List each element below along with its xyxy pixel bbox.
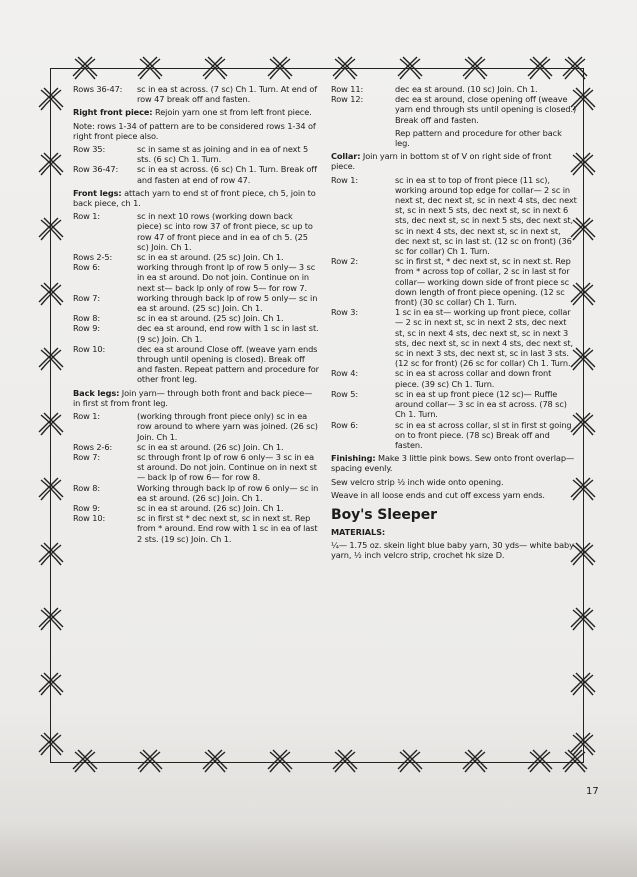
instruction-row [331,307,577,368]
row-label: Row 9: [73,502,100,513]
page-number: 17 [586,786,599,797]
section-label: Finishing: [331,453,376,464]
crossed-x-ornament-icon [36,730,66,760]
right-column [331,84,577,564]
crossed-x-ornament-icon [525,747,555,777]
left-column [73,84,319,544]
instruction-row [73,211,319,252]
instruction-row [73,144,319,164]
row-text: sc in next 10 rows (working down back piece) sc into row 37 of front piece, sc up to row 47 of front piece and in ea of ch 5. (25 sc) Join. Ch 1. [137,211,313,252]
instruction-row [73,513,319,544]
crossed-x-ornament-icon [36,540,66,570]
crossed-x-ornament-icon [568,605,598,635]
row-text: sc in first st, * dec next st, sc in next st. Rep from * across top of collar, 2 sc in last st for collar— working down side of front piece sc down length of front piece opening. (12 sc front) (30 sc collar) Ch 1. Turn. [395,256,571,308]
paragraph [331,453,577,473]
paragraph-text: Sew velcro strip ½ inch wide onto opening. [331,476,504,487]
paragraph-text: Join yarn— through both front and back piece— in first st from front leg. [73,387,313,408]
row-label: Row 8: [73,482,100,493]
row-text: sc through front lp of row 6 only— 3 sc in ea st around. Do not join. Continue on in next st— back lp of row 6— for row 8. [137,451,317,483]
row-text: sc in ea st up front piece (12 sc)— Ruffle around collar— 3 sc in ea st across. (78 sc) Ch 1. Turn. [395,388,567,420]
instruction-row [73,84,319,104]
crossed-x-ornament-icon [36,410,66,440]
paragraph-text: Weave in all loose ends and cut off excess yarn ends. [331,489,545,500]
instruction-row [331,84,577,94]
crossed-x-ornament-icon [36,345,66,375]
paragraph-text: ¼— 1.75 oz. skein light blue baby yarn, 30 yds— white baby yarn, ½ inch velcro strip, crochet hk size D. [331,540,574,561]
crossed-x-ornament-icon [330,54,360,84]
crossed-x-ornament-icon [568,670,598,700]
instruction-row [331,420,577,451]
row-text: sc in ea st across. (6 sc) Ch 1. Turn. Break off and fasten at end of row 47. [137,164,317,185]
instruction-row [331,256,577,307]
row-label: Row 8: [73,313,100,324]
row-label: Row 2: [331,256,358,267]
paragraph [73,388,319,408]
row-text: sc in first st * dec next st, sc in next st. Rep from * around. End row with 1 sc in ea of last 2 sts. (19 sc) Join. Ch 1. [137,513,318,544]
crossed-x-ornament-icon [560,54,590,84]
paragraph-text: Join yarn in bottom st of V on right side of front piece. [331,151,552,172]
row-text: sc in ea st across collar and down front piece. (39 sc) Ch 1. Turn. [395,368,552,389]
paragraph [73,188,319,208]
row-label: Row 1: [73,211,100,222]
row-label: Row 6: [73,262,100,273]
row-label: Row 7: [73,292,100,303]
paragraph-text: attach yarn to end st of front piece, ch 5, join to back piece, ch 1. [73,187,316,209]
crossed-x-ornament-icon [330,747,360,777]
row-text: dec ea st around, close opening off (weave yarn end through sts until opening is closed.) Break off and fasten. [395,94,577,125]
row-text: sc in ea st around. (25 sc) Join. Ch 1. [137,313,284,324]
row-label: Row 1: [331,174,358,185]
crossed-x-ornament-icon [135,54,165,84]
paragraph [331,490,577,500]
row-text: sc in ea st to top of front piece (11 sc), working around top edge for collar— 2 sc in next st, dec next st, sc in next 4 sts, dec next st, sc in next 5 sts, dec next st, sc in next 6 sts, dec next st, sc in next 5 sts, dec next st, sc in next 4 sts, dec next st, sc in next st, dec next st, sc in last st. (12 sc on front) (36 sc for collar) Ch 1. Turn. [395,174,577,257]
instruction-row [331,175,577,257]
section-heading: Boy's Sleeper [331,506,437,523]
paragraph [73,121,319,141]
row-text: Working through back lp of row 6 only— sc in ea st around. (26 sc) Join. Ch 1. [137,482,319,503]
row-label: Row 35: [73,144,106,155]
crossed-x-ornament-icon [395,747,425,777]
instruction-row [73,252,319,262]
row-text: sc in ea st across. (7 sc) Ch 1. Turn. At end of row 47 break off and fasten. [137,84,318,105]
row-text: working through back lp of row 5 only— sc in ea st around. (25 sc) Join. Ch 1. [137,292,318,314]
row-text: 1 sc in ea st— working up front piece, collar— 2 sc in next st, sc in next 2 sts, dec next st, sc in next 4 sts, dec next st, sc in next 3 sts, dec next st, sc in next 4 sts, dec next st, sc in next 3 sts, dec next st, sc in last 3 sts. (12 sc for front) (26 sc for collar) Ch 1. Turn. [395,307,573,369]
crossed-x-ornament-icon [36,280,66,310]
crossed-x-ornament-icon [395,54,425,84]
crossed-x-ornament-icon [460,747,490,777]
crossed-x-ornament-icon [525,54,555,84]
row-label: Row 11: [331,84,364,94]
row-label: Row 10: [73,513,106,524]
crossed-x-ornament-icon [36,605,66,635]
row-text: sc in ea st around. (26 sc) Join. Ch 1. [137,441,284,452]
instruction-row [73,452,319,483]
crossed-x-ornament-icon [70,54,100,84]
row-label: Row 6: [331,419,358,430]
instruction-row [331,94,577,125]
row-label: Row 12: [331,94,364,105]
paragraph [331,477,577,487]
instruction-row [73,344,319,385]
instruction-row [73,503,319,513]
instruction-row [73,411,319,442]
row-label: Row 10: [73,343,106,354]
instruction-row [331,368,577,388]
paragraph [331,540,577,560]
row-text: sc in same st as joining and in ea of next 5 sts. (6 sc) Ch 1. Turn. [137,144,309,165]
row-label: Rows 2-6: [73,441,113,452]
paragraph [73,107,319,117]
scan-shadow [0,825,637,877]
crossed-x-ornament-icon [36,475,66,505]
row-text: dec ea st around. (10 sc) Join. Ch 1. [395,84,538,94]
row-text: dec ea st around Close off. (weave yarn ends through until opening is closed). Break off and fasten. Repeat pattern and procedure for other front leg. [137,343,319,385]
paragraph-text: Rejoin yarn one st from left front piece. [152,107,312,118]
row-label: Rows 36-47: [73,84,123,94]
section-label: Back legs: [73,387,120,398]
crossed-x-ornament-icon [36,670,66,700]
row-label: Row 5: [331,388,358,399]
instruction-row [73,442,319,452]
crossed-x-ornament-icon [36,215,66,245]
indented-note: Rep pattern and procedure for other back leg. [395,127,562,149]
section-label: Front legs: [73,187,122,198]
instruction-row [73,164,319,184]
section-label: Right front piece: [73,107,153,118]
crossed-x-ornament-icon [36,150,66,180]
row-text: sc in ea st around. (25 sc) Join. Ch 1. [137,252,284,263]
crossed-x-ornament-icon [200,54,230,84]
instruction-row [73,313,319,323]
crossed-x-ornament-icon [135,747,165,777]
instruction-row [73,483,319,503]
row-text: sc in ea st around. (26 sc) Join. Ch 1. [137,502,284,513]
row-label: Row 1: [73,411,100,422]
row-text: (working through front piece only) sc in ea row around to where yarn was joined. (26 sc) Join. Ch 1. [137,411,318,442]
crossed-x-ornament-icon [460,54,490,84]
crossed-x-ornament-icon [568,730,598,760]
crossed-x-ornament-icon [265,54,295,84]
crossed-x-ornament-icon [265,747,295,777]
row-label: Row 3: [331,307,358,318]
instruction-row [331,389,577,420]
row-label: Row 36-47: [73,164,119,175]
instruction-row [73,323,319,343]
section-label: MATERIALS: [331,526,386,537]
row-label: Row 4: [331,368,358,379]
row-text: working through front lp of row 5 only— 3 sc in ea st around. Do not join. Continue on in next st— back lp only of row 5— for row 7. [137,262,316,293]
crossed-x-ornament-icon [70,747,100,777]
row-label: Row 9: [73,323,100,334]
instruction-row [73,262,319,293]
paragraph-text: Note: rows 1-34 of pattern are to be considered rows 1-34 of right front piece also. [73,120,316,141]
row-label: Rows 2-5: [73,252,113,263]
crossed-x-ornament-icon [200,747,230,777]
paragraph [331,527,577,537]
row-label: Row 7: [73,451,100,462]
row-text: dec ea st around, end row with 1 sc in last st. (9 sc) Join. Ch 1. [137,323,319,344]
row-text: sc in ea st across collar, sl st in first st going on to front piece. (78 sc) Break off and fasten. [395,419,572,450]
paragraph-text: Make 3 little pink bows. Sew onto front overlap— spacing evenly. [331,453,575,474]
paragraph [331,151,577,171]
instruction-row [73,293,319,313]
crossed-x-ornament-icon [36,85,66,115]
section-label: Collar: [331,151,361,162]
